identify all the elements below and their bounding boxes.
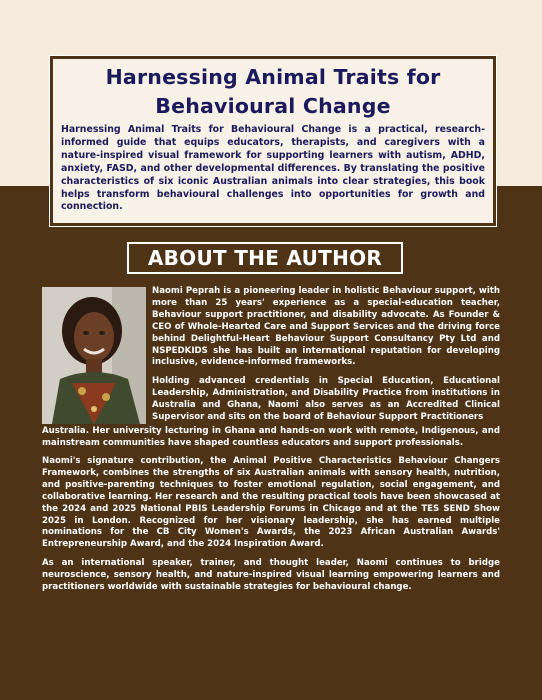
book-title: Harnessing Animal Traits for Behavioural Change [105,65,441,118]
book-description: Harnessing Animal Traits for Behavioural Change is a practical, research-informed guide that equips educators, therapists, and caregivers with a nature-inspired visual framework for supporting learners with autism, ADHD, anxiety, FASD, and other developmental differences. By translating the positive characteristics of six iconic Australian animals into clear strategies, this book helps transform behavioural challenges into opportunities for growth and connection. [61,124,485,213]
book-info-box [50,56,496,226]
author-paragraph-3: Naomi's signature contribution, the Animal Positive Characteristics Behaviour Changers Framework, combines the strengths of six Australian animals with sensory health, nutrition, and positive-parenting techniques to foster emotional regulation, social engagement, and collaborative learning. Her research and the resulting practical tools have been showcased at the 2024 and 2025 National PBIS Leadership Forums in Chicago and at the TES SEND Show 2025 in London. Recognized for her visionary leadership, she has earned multiple nominations for the CB City Women's Awards, the 2023 African Australian Awards' Entrepreneurship Award, and the 2024 Inspiration Award. [42,456,500,550]
author-paragraph-2-continued: Australia. Her university lecturing in Ghana and hands-on work with remote, Indigenous, and mainstream communities have shaped countless educators and support professionals. [42,426,500,448]
author-paragraph-1: Naomi Peprah is a pioneering leader in holistic Behaviour support, with more than 25 years' experience as a special-education teacher, Behaviour support practitioner, and disability advocate. As Founder & CEO of Whole-Hearted Care and Support Services and the driving force behind Delightful-Heart Behaviour Support Consultancy Pty Ltd and NSPEDKIDS she has built an international reputation for developing inclusive, evidence-informed frameworks. [152,286,500,368]
about-author-heading: ABOUT THE AUTHOR [127,242,403,274]
author-paragraph-4: As an international speaker, trainer, and thought leader, Naomi continues to bridge neuroscience, sensory health, and nature-inspired visual learning empowering learners and practitioners worldwide with sustainable strategies for behavioural change. [42,558,500,592]
author-paragraph-2: Holding advanced credentials in Special Education, Educational Leadership, Administration, and Disability Practice from institutions in Australia and Ghana, Naomi also serves as an Accredited Clinical Supervisor and sits on the board of Behaviour Support Practitioners [152,376,500,422]
author-photo [42,287,146,424]
